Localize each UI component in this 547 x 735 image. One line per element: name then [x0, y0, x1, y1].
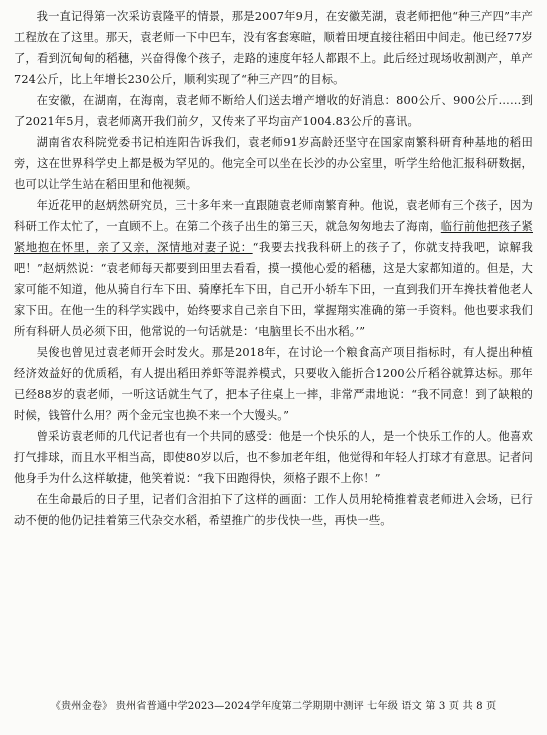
paragraph-7: 在生命最后的日子里，记者们含泪拍下了这样的画面：工作人员用轮椅推着袁老师进入会场，已行动不便的他仍记挂着第三代杂交水稻，希望推广的步伐快一些，再快一些。 [14, 493, 533, 527]
paragraph-5: 吴俊也曾见过袁老师开会时发火。那是2018年，在讨论一个粮食高产项目指标时，有人提出种植经济效益好的优质稻，有人提出稻田养虾等混养模式，只要收入能折合1200公斤稻谷就算达标。那年已经88岁的袁老师，一听这话就生气了，把本子往桌上一摔，非常严肃地说：“我不同意！到了缺粮的时候，钱管什么用？两个金元宝也换不来一个大馒头。” [14, 346, 533, 422]
page-footer: 《贵州金卷》 贵州省普通中学2023—2024学年度第二学期期中测评 七年级 语文 第 3 页 共 8 页 [50, 701, 497, 712]
underlined-sentence: 临行前他把孩子紧紧地抱在怀里，亲了又亲，深情地对妻子说： [14, 220, 533, 254]
paragraph-2: 在安徽，在湖南，在海南，袁老师不断给人们送去增产增收的好消息：800公斤、900公斤……到了2021年5月，袁老师离开我们前夕，又传来了平均亩产1004.83公斤的喜讯。 [14, 94, 533, 128]
paragraph-6: 曾采访袁老师的几代记者也有一个共同的感受：他是一个快乐的人，是一个快乐工作的人。他喜欢打气排球，而且水平相当高，即使80岁以后，也不参加老年组，他觉得和年轻人打球才有意思。记者问他身手为什么这样敏捷，他笑着说：“我下田跑得快，须格子跟不上你！” [14, 430, 533, 485]
paragraph-4: 年近花甲的赵炳然研究员，三十多年来一直跟随袁老师南繁育种。他说，袁老师有三个孩子，因为科研工作太忙了，一直顾不上。在第二个孩子出生的第三天，就急匆匆地去了海南，临行前他把孩子紧紧地抱在怀里，亲了又亲，深情地对妻子说：“我要去找我科研上的孩子了，你就支持我吧，谅解我吧！”赵炳然说：“袁老师每天都要到田里去看看，摸一摸他心爱的稻穗，这是大家都知道的。但是，大家可能不知道，他从骑自行车下田、骑摩托车下田，自己开小轿车下田，一直到我们开车搀扶着他老人家下田。在他一生的科学实践中，始终要求自己亲自下田，掌握翔实准确的第一手资料。他也要求我们所有科研人员必须下田，他常说的一句话就是：‘电脑里长不出水稻。’” [14, 199, 533, 338]
paragraph-1: 我一直记得第一次采访袁隆平的情景，那是2007年9月，在安徽芜湖，袁老师把他“种三产四”丰产工程放在了这里。那天，袁老师一下中巴车，没有客套寒暄，顺着田埂直接往稻田中间走。他已经77岁了，看到沉甸甸的稻穗，兴奋得像个孩子，走路的速度年轻人都跟不上。此后经过现场收割测产，单产724公斤，比上年增长230公斤，顺利实现了“种三产四”的目标。 [14, 10, 533, 86]
article-body [14, 6, 533, 531]
paragraph-3: 湖南省农科院党委书记柏连阳告诉我们，袁老师91岁高龄还坚守在国家南繁科研育种基地的稻田旁，这在世界科学史上都是极为罕见的。他完全可以坐在长沙的办公室里，听学生给他汇报科研数据，也可以让学生站在稻田里和他视频。 [14, 136, 533, 191]
